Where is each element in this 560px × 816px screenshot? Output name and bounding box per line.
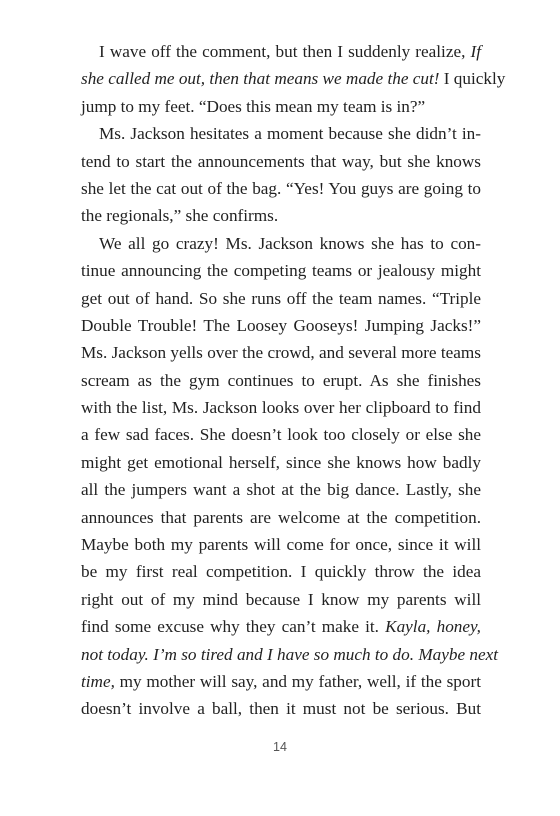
italic-text: Kayla, honey,: [385, 617, 481, 637]
text-line: [81, 38, 481, 65]
text-line: [81, 367, 481, 394]
text-run: I wave off the comment, but then I suddenly realize,: [99, 42, 471, 61]
italic-text: If: [470, 42, 481, 61]
text-line: [81, 476, 481, 503]
paragraph: [81, 38, 506, 120]
text-line: [81, 93, 481, 120]
text-run: We all go crazy! Ms. Jackson knows she has to con-: [99, 233, 481, 253]
text-run: the regionals,” she confirms.: [81, 206, 279, 226]
text-line: [81, 120, 481, 147]
text-line: [81, 641, 499, 668]
text-line: [81, 558, 481, 585]
text-run: a few sad faces. She doesn’t look too closely or else she: [81, 425, 481, 445]
text-line: [81, 285, 481, 312]
text-run: with the list, Ms. Jackson looks over her clipboard to find: [81, 398, 481, 418]
text-line: [81, 148, 481, 175]
text-line: [81, 504, 481, 531]
text-line: [81, 421, 481, 448]
italic-text: time,: [81, 671, 115, 691]
text-run: she let the cat out of the bag. “Yes! You guys are going to: [81, 178, 481, 198]
text-line: [81, 175, 481, 202]
text-line: [81, 312, 481, 339]
text-run: my mother will say, and my father, well, if the sport: [114, 671, 481, 691]
text-run: jump to my feet. “Does this mean my team is in?”: [81, 96, 426, 116]
paragraph: [81, 120, 481, 230]
text-run: get out of hand. So she runs off the team names. “Triple: [81, 288, 481, 308]
text-line: [81, 202, 481, 229]
text-run: find some excuse why they can’t make it.: [81, 617, 386, 637]
text-run: scream as the gym continues to erupt. As she finishes: [81, 370, 481, 390]
text-run: Ms. Jackson hesitates a moment because she didn’t in-: [99, 124, 481, 144]
text-line: [81, 668, 481, 695]
text-run: be my first real competition. I quickly throw the idea: [81, 562, 481, 582]
text-run: I quickly: [439, 69, 506, 89]
text-run: Maybe both my parents will come for once, since it will: [81, 535, 481, 555]
text-run: doesn’t involve a ball, then it must not be serious. But: [81, 699, 481, 719]
italic-text: not today. I’m so tired and I have so much to do. Maybe next: [81, 644, 499, 664]
text-line: [81, 695, 481, 722]
text-line: [81, 449, 481, 476]
text-line: [81, 586, 481, 613]
text-line: [81, 394, 481, 421]
text-run: all the jumpers want a shot at the big dance. Lastly, she: [81, 480, 481, 500]
text-run: Double Trouble! The Loosey Gooseys! Jumping Jacks!”: [81, 315, 481, 335]
text-line: [81, 339, 481, 366]
text-run: tinue announcing the competing teams or jealousy might: [81, 261, 481, 281]
text-run: tend to start the announcements that way, but she knows: [81, 151, 481, 171]
text-line: [81, 257, 481, 284]
paragraph: [81, 230, 499, 723]
text-run: right out of my mind because I know my parents will: [81, 589, 481, 609]
text-line: [81, 65, 506, 92]
italic-text: she called me out, then that means we made the cut!: [81, 69, 440, 89]
text-run: announces that parents are welcome at the competition.: [81, 507, 481, 527]
text-run: Ms. Jackson yells over the crowd, and several more teams: [81, 343, 481, 363]
page-number: 14: [273, 740, 287, 754]
text-run: might get emotional herself, since she knows how badly: [81, 452, 481, 472]
text-line: [81, 531, 481, 558]
body-text: [81, 38, 506, 723]
text-line: [81, 613, 481, 640]
text-line: [81, 230, 481, 257]
